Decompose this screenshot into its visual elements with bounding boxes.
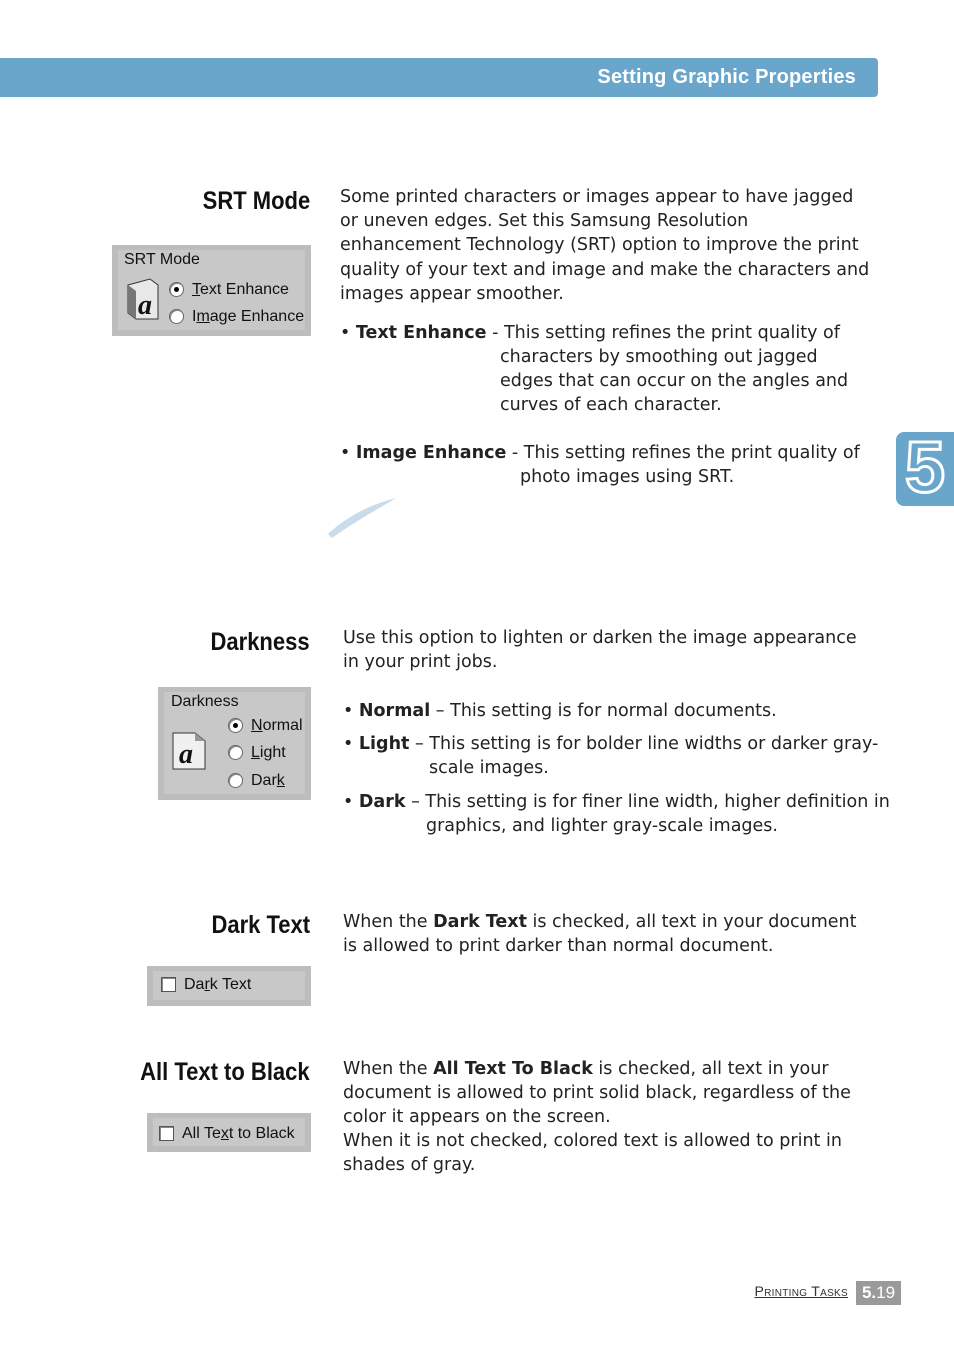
all-text-black-checkbox[interactable]: [159, 1126, 174, 1141]
text-enhance-radio[interactable]: [169, 282, 184, 297]
page-num: 19: [876, 1283, 896, 1302]
opt-pre: Da: [184, 976, 205, 993]
all-text-black-heading: All Text to Black: [140, 1058, 310, 1086]
all-text-black-paragraph: [343, 1057, 888, 1130]
darkness-heading: Darkness: [210, 628, 310, 656]
opt-accel: N: [251, 717, 263, 734]
opt-post: ext Enhance: [200, 281, 289, 298]
bullet-label: Dark: [358, 792, 406, 812]
chapter-number: 5: [905, 428, 946, 508]
darkness-intro-text: Use this option to lighten or darken the image appearance in your print jobs.: [343, 628, 857, 673]
text-enhance-option[interactable]: [192, 281, 289, 299]
opt-accel: L: [251, 744, 260, 761]
srt-dialog-title: SRT Mode: [124, 251, 200, 268]
all-text-black-dialog: [147, 1113, 311, 1152]
image-enhance-radio[interactable]: [169, 309, 184, 324]
para-text: is checked, all text in your document is allowed to print solid black, regardless of the color it appears on the screen.: [343, 1059, 851, 1128]
dark-text-paragraph: [343, 910, 873, 958]
dark-text-heading: Dark Text: [211, 911, 310, 939]
all-text-black-paragraph-2: When it is not checked, colored text is allowed to print in shades of gray.: [343, 1131, 842, 1176]
chapter-tab: [896, 428, 954, 508]
footer-section-label: Printing Tasks: [754, 1283, 848, 1299]
darkness-bullet-dark: • Dark – This setting is for finer line width, higher definition in graphics, and lighter gray-scale images.: [343, 790, 888, 814]
header-bar: [0, 58, 878, 97]
dark-text-checkbox[interactable]: [161, 977, 176, 992]
para-text: is checked, all text in your document is allowed to print darker than normal document.: [343, 912, 857, 957]
bullet-label: Image Enhance: [355, 443, 507, 463]
bullet-sep: -: [506, 443, 524, 463]
brush-stroke-decoration: [322, 494, 402, 542]
bullet-lead: This setting refines the print quality of: [523, 443, 860, 463]
bullet-continuation: photo images using SRT.: [520, 467, 735, 487]
bullet-label: Text Enhance: [355, 323, 487, 343]
para-bold: All Text To Black: [433, 1059, 593, 1079]
opt-accel: k: [276, 772, 285, 789]
darkness-bullet-normal: • Normal – This setting is for normal documents.: [343, 701, 777, 721]
opt-post: age Enhance: [209, 308, 305, 325]
document-a-icon: [171, 729, 207, 771]
opt-accel: x: [220, 1125, 229, 1142]
bullet-lead: This setting refines the print quality of: [503, 323, 840, 343]
bullet-lead: This setting is for normal documents.: [450, 701, 777, 721]
opt-post: k Text: [209, 976, 252, 993]
bullet-sep: –: [405, 792, 426, 812]
opt-accel: r: [204, 976, 210, 993]
normal-radio[interactable]: [228, 718, 243, 733]
bullet-lead: This setting is for finer line width, higher definition in: [425, 792, 890, 812]
bullet-continuation: characters by smoothing out jagged edges that can occur on the angles and curves of each character.: [500, 347, 849, 416]
srt-bullet-image-enhance: • Image Enhance - This setting refines the print quality of photo images using SRT.: [340, 441, 880, 465]
bullet-continuation: scale images.: [429, 758, 549, 778]
dark-text-option[interactable]: [184, 976, 251, 994]
opt-accel: m: [196, 308, 210, 325]
light-radio[interactable]: [228, 745, 243, 760]
svg-text:a: a: [179, 739, 193, 770]
svg-text:a: a: [138, 290, 152, 321]
opt-accel: T: [192, 281, 200, 298]
opt-post: ormal: [262, 717, 303, 734]
darkness-dialog: [158, 687, 311, 800]
bullet-sep: –: [409, 734, 430, 754]
srt-bullet-text-enhance: • Text Enhance - This setting refines the print quality of characters by smoothing out jagged edges that can occur on the angles and curves of each character.: [340, 321, 880, 345]
dark-text-dialog: [147, 966, 311, 1006]
bullet-lead: This setting is for bolder line widths or darker gray-: [429, 734, 879, 754]
srt-mode-dialog: [112, 245, 311, 336]
darkness-bullet-light: • Light – This setting is for bolder line widths or darker gray- scale images.: [343, 732, 888, 756]
srt-mode-heading: SRT Mode: [202, 187, 310, 215]
opt-pre: Dar: [251, 772, 277, 789]
para-text: When the: [343, 912, 434, 932]
opt-post: t to Black: [228, 1125, 295, 1142]
dark-radio[interactable]: [228, 773, 243, 788]
page-header-title: Setting Graphic Properties: [597, 66, 856, 88]
darkness-dialog-title: Darkness: [171, 693, 239, 710]
dark-option[interactable]: [251, 772, 285, 790]
page-number-badge: [856, 1281, 901, 1305]
normal-option[interactable]: [251, 717, 303, 735]
bullet-label: Light: [358, 734, 410, 754]
opt-pre: All Te: [182, 1125, 221, 1142]
opt-pre: I: [192, 308, 197, 325]
para-text: When the: [343, 1059, 434, 1079]
bullet-continuation: graphics, and lighter gray-scale images.: [426, 816, 778, 836]
bullet-label: Normal: [358, 701, 431, 721]
para-bold: Dark Text: [433, 912, 527, 932]
opt-post: ight: [259, 744, 286, 761]
bullet-sep: -: [486, 323, 504, 343]
all-text-black-option[interactable]: [182, 1125, 295, 1143]
document-a-icon: [124, 277, 162, 321]
srt-intro-text: Some printed characters or images appear to have jagged or uneven edges. Set this Samsung Resolution enhancement Technology (SRT) option to improve the print quality of your text and image and make the characters and images appear smoother.: [340, 187, 870, 304]
light-option[interactable]: [251, 744, 286, 762]
image-enhance-option[interactable]: [192, 308, 304, 326]
page-chapter: 5.: [861, 1283, 877, 1302]
bullet-sep: –: [430, 701, 451, 721]
